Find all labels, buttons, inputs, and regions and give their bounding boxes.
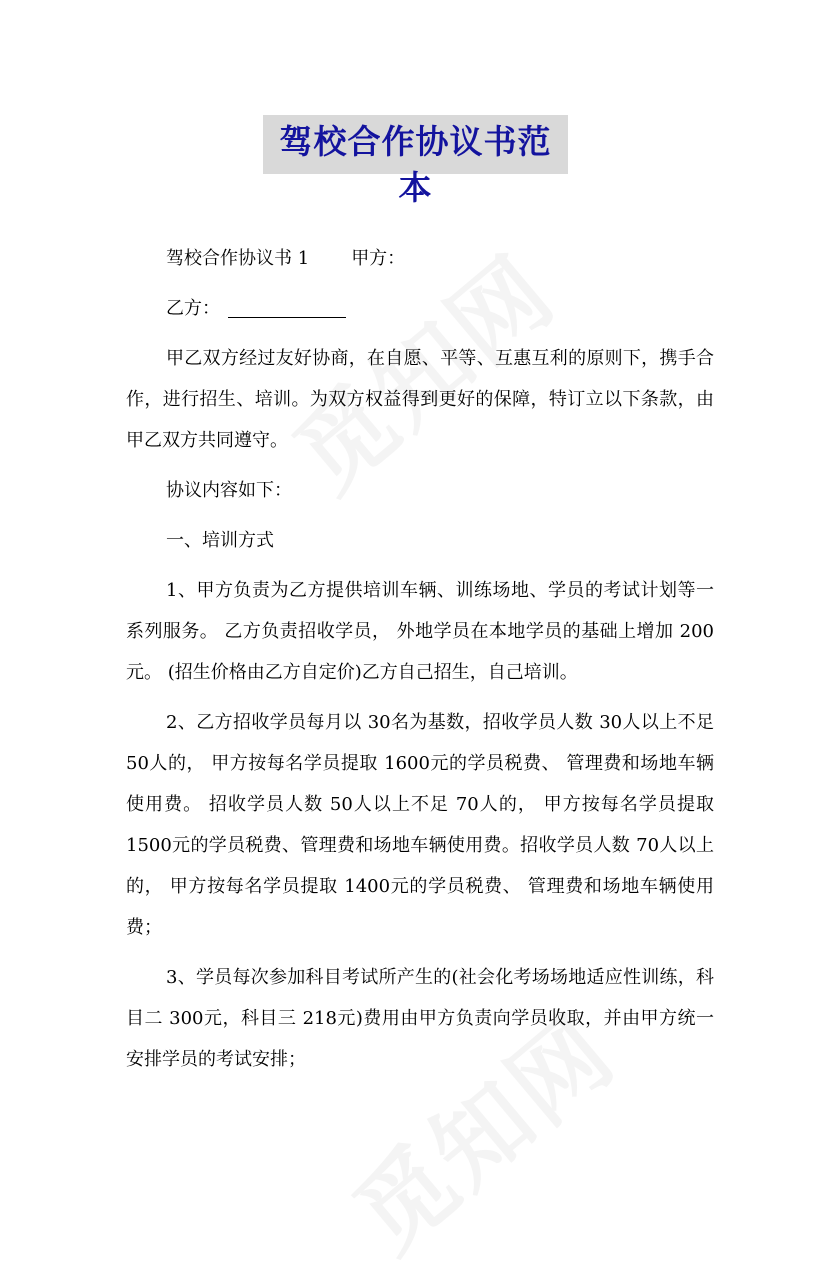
title-highlight (263, 115, 568, 207)
section1-heading: 一、培训方式 (166, 530, 274, 551)
intro-paragraph: 甲乙双方经过友好协商，在自愿、平等、互惠互利的原则下，携手合作，进行招生、培训。为双方权益得到更好的保障，特订立以下条款，由甲乙双方共同遵守。 (126, 348, 714, 451)
header-line (126, 238, 714, 279)
party-b-blank (228, 299, 346, 318)
party-b-label: 乙方： (166, 298, 220, 319)
header-left: 驾校合作协议书 (166, 248, 292, 269)
header-number: 1 (297, 248, 310, 269)
document-title: 驾校合作协议书范本 (279, 122, 552, 207)
party-b-line (126, 288, 714, 329)
clause-2: 2、乙方招收学员每月以 30名为基数，招收学员人数 30人以上不足 50人的， 甲方按每名学员提取 1600元的学员税费、 管理费和场地车辆使用费。 招收学员人数 50人以上不足 70人的， 甲方按每名学员提取 1500元的学员税费、管理费和场地车辆使用费。招收学员人数 70人以上的， 甲方按每名学员提取 1400元的学员税费、 管理费和场地车辆使用费； (126, 712, 714, 938)
document-body (126, 238, 714, 1080)
clause-3: 3、学员每次参加科目考试所产生的(社会化考场场地适应性训练，科目二 300元，科目三 218元)费用由甲方负责向学员收取，并由甲方统一安排学员的考试安排； (126, 967, 714, 1070)
party-a-label: 甲方： (351, 248, 406, 269)
content-heading: 协议内容如下： (166, 480, 292, 501)
clause-1: 1、甲方负责为乙方提供培训车辆、训练场地、学员的考试计划等一系列服务。 乙方负责招收学员， 外地学员在本地学员的基础上增加 200元。 (招生价格由乙方自定价)乙方自己招生，自己培训。 (126, 580, 714, 683)
